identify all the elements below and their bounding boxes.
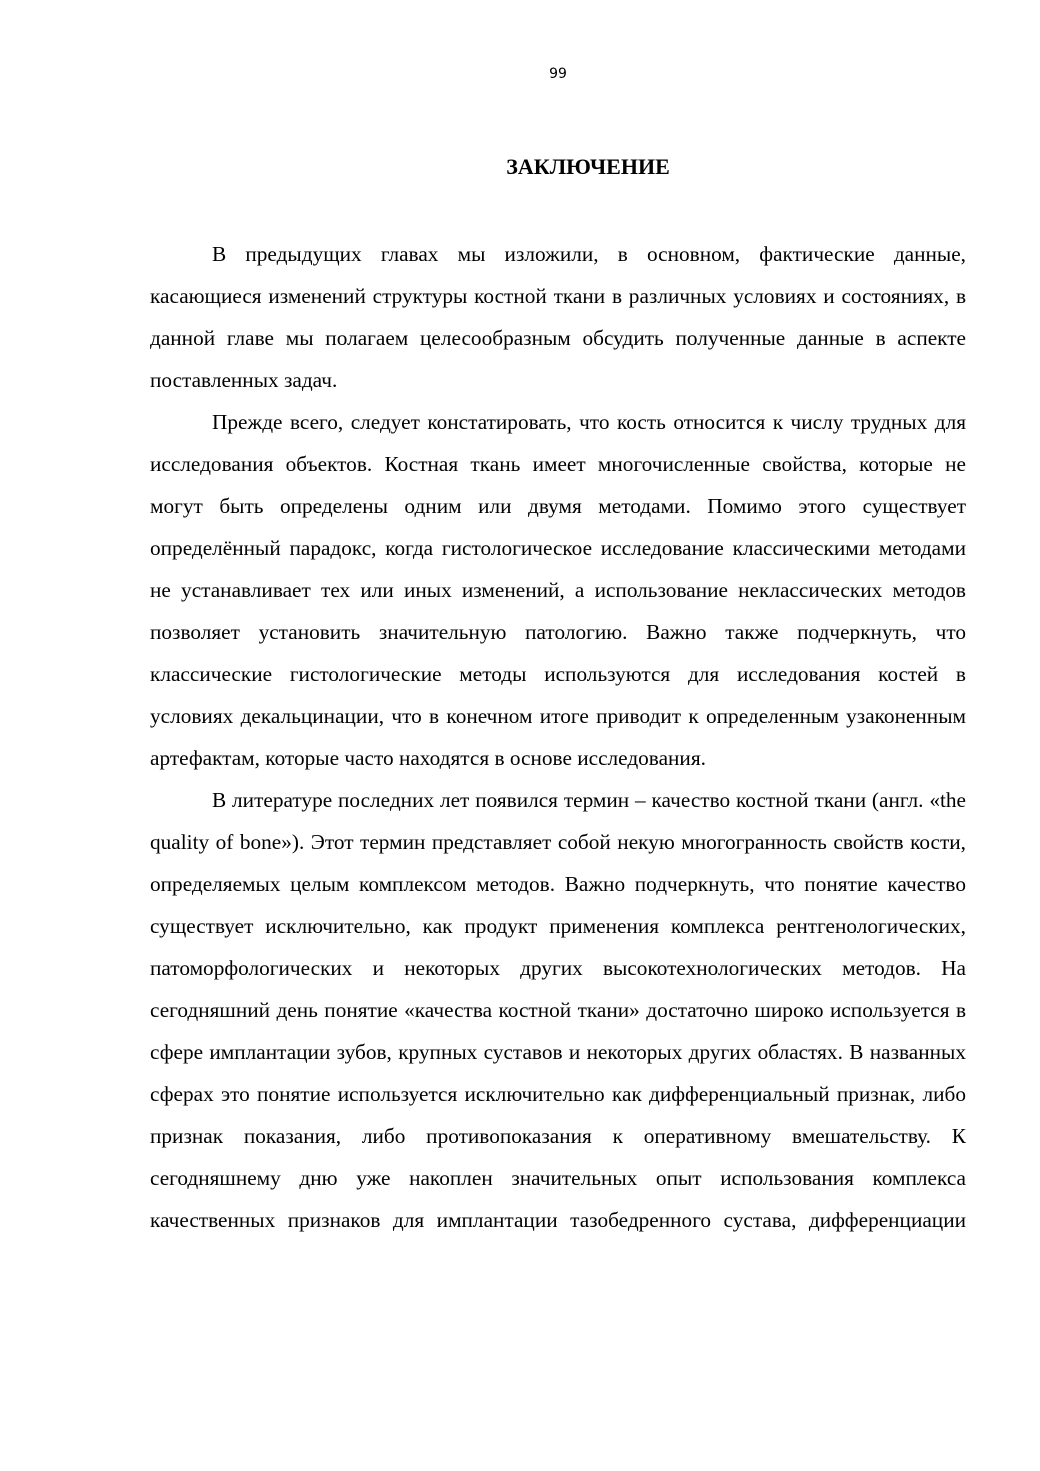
paragraph-3: В литературе последних лет появился термин – качество костной ткани (англ. «the quality of bone»). Этот термин представляет собой некую многогранность свойств кости, определяемых целым комплексом методов. Важно подчеркнуть, что понятие качество существует исключительно, как продукт применения комплекса рентгенологических, патоморфологических и некоторых других высокотехнологических методов. На сегодняшний день понятие «качества костной ткани» достаточно широко используется в сфере имплантации зубов, крупных суставов и некоторых других областях. В названных сферах это понятие используется исключительно как дифференциальный признак, либо признак показания, либо противопоказания к оперативному вмешательству. К сегодняшнему дню уже накоплен значительных опыт использования комплекса качественных признаков для имплантации тазобедренного сустава, дифференциации <box>150 788 966 1232</box>
page-number: 99 <box>549 66 567 82</box>
paragraph-2: Прежде всего, следует констатировать, что кость относится к числу трудных для исследования объектов. Костная ткань имеет многочисленные свойства, которые не могут быть определены одним или двумя методами. Помимо этого существует определённый парадокс, когда гистологическое исследование классическими методами не устанавливает тех или иных изменений, а использование неклассических методов позволяет установить значительную патологию. Важно также подчеркнуть, что классические гистологические методы используются для исследования костей в условиях декальцинации, что в конечном итоге приводит к определенным узаконенным артефактам, которые часто находятся в основе исследования. <box>150 410 966 770</box>
body-text <box>150 233 966 1241</box>
section-heading: ЗАКЛЮЧЕНИЕ <box>506 154 670 179</box>
paragraph-1: В предыдущих главах мы изложили, в основном, фактические данные, касающиеся изменений структуры костной ткани в различных условиях и состояниях, в данной главе мы полагаем целесообразным обсудить полученные данные в аспекте поставленных задач. <box>150 242 966 392</box>
